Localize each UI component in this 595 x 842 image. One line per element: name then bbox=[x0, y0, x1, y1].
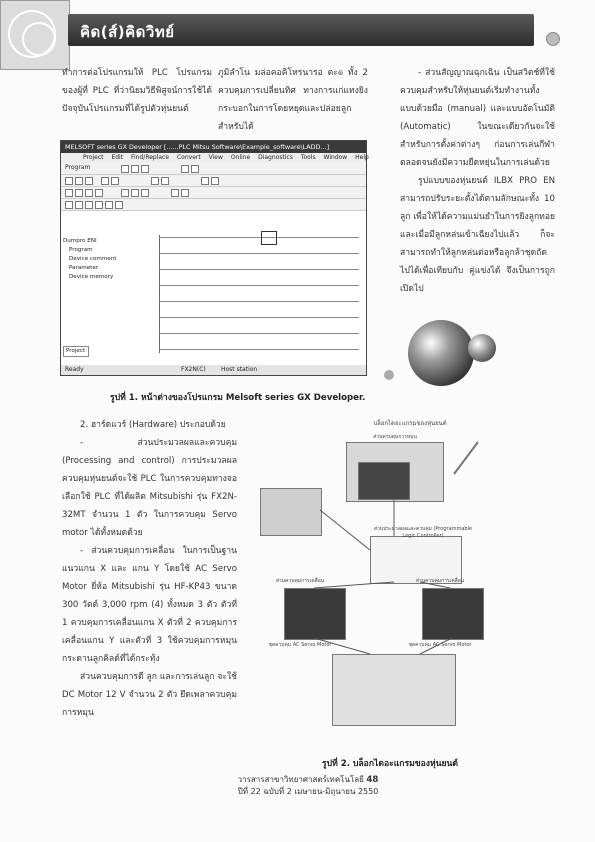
menu-item-online: Online bbox=[230, 154, 251, 161]
toolbar-icon bbox=[101, 177, 109, 185]
toolbar-icon bbox=[131, 189, 139, 197]
toolbar-icon bbox=[85, 177, 93, 185]
project-tree bbox=[63, 237, 133, 354]
diagram-label: ส่วนควบคุมการหมุน bbox=[373, 434, 417, 440]
page-number: 48 bbox=[366, 775, 379, 785]
toolbar-icon bbox=[121, 189, 129, 197]
diagram-connectors bbox=[250, 410, 570, 750]
top-mid-text bbox=[218, 64, 368, 136]
block-diagram bbox=[250, 410, 570, 750]
sphere-decoration bbox=[384, 370, 394, 380]
tab-project: Project bbox=[63, 346, 89, 357]
toolbar-icon bbox=[95, 189, 103, 197]
diagram-label: ชุดควบคุม AC Servo Motor bbox=[408, 642, 472, 648]
status-station: Host station bbox=[221, 366, 258, 373]
tree-item: Device memory bbox=[69, 274, 114, 280]
toolbar-icon bbox=[105, 201, 113, 209]
header-title: คิด(ส์)คิดวิทย์ bbox=[80, 23, 175, 41]
toolbar-icon bbox=[191, 165, 199, 173]
toolbar-icon bbox=[171, 189, 179, 197]
menu-item-find: Find/Replace bbox=[131, 154, 170, 161]
toolbar-icon bbox=[65, 201, 73, 209]
journal-name: วารสารสาขาวิทยาศาสตร์เทคโนโลยี bbox=[237, 775, 364, 784]
ladder-rung bbox=[159, 285, 359, 286]
menu-item-edit: Edit bbox=[111, 154, 124, 161]
header-dot bbox=[546, 32, 560, 46]
bottom-left-text bbox=[62, 416, 237, 722]
toolbar-icon bbox=[75, 189, 83, 197]
toolbar-icon bbox=[111, 177, 119, 185]
software-screenshot bbox=[60, 140, 367, 376]
menu-item-project: Project bbox=[83, 154, 104, 161]
toolbar-icon bbox=[95, 201, 103, 209]
toolbar-icon bbox=[65, 189, 73, 197]
menu-bar bbox=[61, 153, 369, 163]
toolbar bbox=[61, 163, 366, 175]
diagram-label: ส่วนควบคุมการเคลื่อน bbox=[415, 578, 465, 584]
ladder-rung bbox=[159, 269, 359, 270]
program-label: Program bbox=[65, 164, 91, 171]
ladder-rung bbox=[159, 333, 359, 334]
toolbar-icon bbox=[211, 177, 219, 185]
tree-item: Dumpro ENI bbox=[63, 238, 97, 244]
toolbar-icon bbox=[75, 201, 83, 209]
figure-caption: รูปที่ 1. หน้าต่างของโปรแกรม Melsoft series GX Developer. bbox=[110, 393, 366, 403]
status-bar bbox=[61, 365, 366, 375]
menu-item-tools: Tools bbox=[300, 154, 316, 161]
diagram-label: ชุดควบคุม AC Servo Motor bbox=[268, 642, 332, 648]
toolbar-icon bbox=[115, 201, 123, 209]
paragraph: - ส่วนควบคุมการเคลื่อน ในการเป็นฐานแนวแกน X และ แกน Y โดยใช้ AC Servo Motor ยี่ห้อ Mitsubishi รุ่น HF-KP43 ขนาด 300 วัตต์ 3,000 rpm (4) ทั้งหมด 3 ตัว ตัวที่ 1 ควบคุมการเคลื่อนแกน X ตัวที่ 2 ควบคุมการเคลื่อนแกน Y และตัวที่ 3 ใช้ควบคุมการหมุนกระดานลูกคิลด์ที่ได้กระทุ้ง bbox=[62, 546, 237, 664]
paragraph: ส่วนควบคุมการดี ลูก และการเล่นลูก จะใช้ DC Motor 12 V จำนวน 2 ตัว ยึดเพลาควบคุมการหมุน bbox=[62, 672, 237, 718]
toolbar-icon bbox=[151, 177, 159, 185]
diagram-label: ส่วนควบคุมการเคลื่อน bbox=[275, 578, 325, 584]
ladder-rung bbox=[159, 349, 359, 350]
ladder-rung bbox=[159, 301, 359, 302]
status-plc: FX2N(C) bbox=[181, 366, 206, 373]
tree-item: Parameter bbox=[69, 265, 99, 271]
toolbar bbox=[61, 175, 366, 187]
paragraph: ภูมิลำโน มล่อคอคิโหรนารอ ตะ๏ ทั้ง 2 ควบคุมการเปลี่ยนทิศ ทางการแก่แทงยิงกระบอกในการโดยหยุดและปล่อยลูกสำหรับได้ bbox=[218, 68, 368, 132]
paragraph: - ส่วนสัญญาณฉุกเฉิน เป็นสวิตช์ที่ใช้ควบคุมสำหรับให้หุ่นยนต์เริ่มทำงานทั้งแบบด้วยมือ (manual) และแบบอัตโนมัติ (Automatic) ในขณะเดียวกันจะใช้สำหรับการตั้งค่าต่างๆ ก่อนการเล่นกีฬา ตลอดจนยังมีความยืดหยุ่นในการเล่นด้วย bbox=[400, 68, 555, 168]
ladder-rung bbox=[159, 237, 359, 238]
toolbar-icon bbox=[141, 165, 149, 173]
status-ready: Ready bbox=[65, 366, 84, 373]
tree-item: Program bbox=[69, 247, 93, 253]
diagram-label: ส่วนประมวลผลและควบคุม (Programmable Logic Controller) bbox=[373, 526, 473, 539]
toolbar-icon bbox=[85, 189, 93, 197]
toolbar bbox=[61, 199, 366, 211]
ladder-diagram bbox=[159, 235, 364, 355]
tree-item: Device comment bbox=[69, 256, 117, 262]
ladder-rung bbox=[159, 253, 359, 254]
sphere-decoration bbox=[408, 320, 474, 386]
circle-ornament bbox=[22, 22, 56, 56]
top-right-text bbox=[400, 64, 555, 298]
toolbar-icon bbox=[201, 177, 209, 185]
menu-item-diagnostics: Diagnostics bbox=[258, 154, 293, 161]
toolbar-icon bbox=[161, 177, 169, 185]
toolbar-icon bbox=[65, 177, 73, 185]
paragraph: รูปแบบของหุ่นยนต์ ILBX PRO EN สามารถปรับระยะตั้งได้ตามลักษณะทั้ง 10 ลูก เพื่อให้ได้ความแม่นยำในการยิงลูกทอย และเมื่อมีลูกหล่นเข้าเฉียงไปแล้ว ก็จะสามารถทำให้ลูกหล่นต่อหรือลูกล้าชุดถัดไปได้เพื่อเทียบกับ คู่แข่งได้ จึงเป็นการถูกเปิดไป bbox=[400, 176, 556, 294]
toolbar-icon bbox=[85, 201, 93, 209]
paragraph: 2. ฮาร์ดแวร์ (Hardware) ประกอบด้วย bbox=[80, 420, 226, 430]
menu-item-view: View bbox=[208, 154, 223, 161]
figure-caption: รูปที่ 2. บล็อกไดอะแกรมของหุ่นยนต์ bbox=[322, 759, 459, 769]
ladder-rung bbox=[159, 317, 359, 318]
menu-item-help: Help bbox=[355, 154, 369, 161]
toolbar-icon bbox=[131, 165, 139, 173]
toolbar-icon bbox=[181, 165, 189, 173]
sphere-decoration bbox=[468, 334, 496, 362]
toolbar-icon bbox=[141, 189, 149, 197]
issue-info: ปีที่ 22 ฉบับที่ 2 เมษายน-มิถุนายน 2550 bbox=[237, 787, 379, 796]
menu-item-convert: Convert bbox=[176, 154, 201, 161]
toolbar bbox=[61, 187, 366, 199]
ladder-cursor bbox=[261, 231, 277, 245]
paragraph: ทำการต่อโปรแกรมให้ PLC โปรแกรมของผู้ที่ PLC ที่ว่านิยมวิธีพิสูจน์การใช้ได้ปัจจุบันโปรแกรมที่ได้รูปตัวหุ่นยนต์ bbox=[62, 68, 212, 114]
diagram-title: บล็อกไดอะแกรมของหุ่นยนต์ bbox=[373, 420, 447, 427]
top-left-text bbox=[62, 64, 212, 118]
menu-item-window: Window bbox=[323, 154, 348, 161]
page-footer bbox=[226, 774, 390, 797]
toolbar-icon bbox=[75, 177, 83, 185]
paragraph: - ส่วนประมวลผลและควบคุม (Processing and control) การประมวลผลควบคุมหุ่นยนต์จะใช้ PLC ในการควบคุมทางจอ เลือกใช้ PLC ที่ได้ผลิต Mitsubishi รุ่น FX2N-32MT จำนวน 1 ตัว ในการควบคุม Servo motor ได้ทั้งหมดด้วย bbox=[62, 438, 237, 538]
toolbar-icon bbox=[121, 165, 129, 173]
window-titlebar: MELSOFT series GX Developer [......PLC Mitsu Software\Example_software\LADD...] bbox=[61, 141, 366, 153]
toolbar-icon bbox=[181, 189, 189, 197]
